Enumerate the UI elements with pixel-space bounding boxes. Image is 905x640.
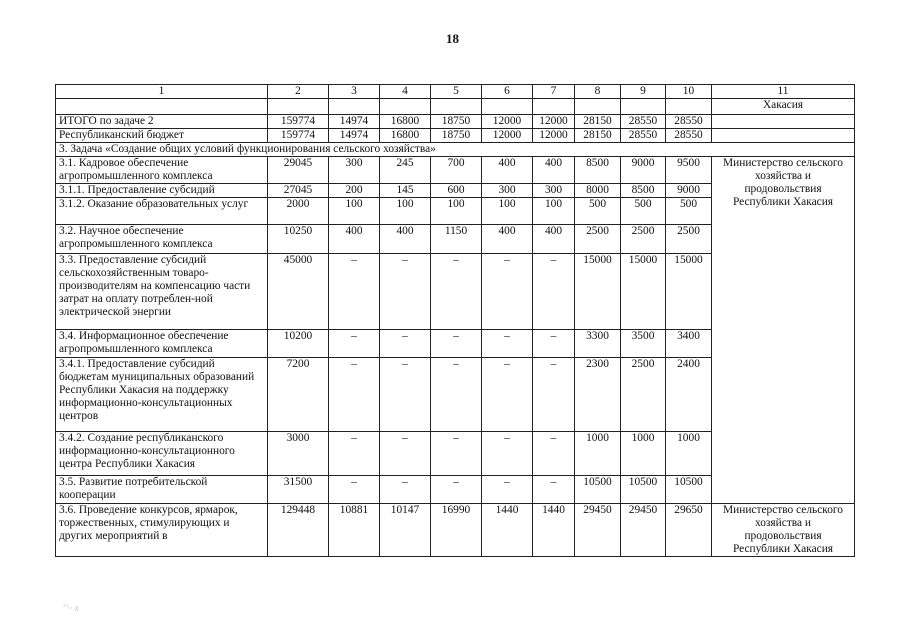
row-label: 3.4.1. Предоставление субсидий бюджетам муниципальных образований Республики Хакасия на поддержку информационно-консультационных центров xyxy=(56,358,268,432)
value-cell: 28550 xyxy=(621,115,666,129)
value-cell: 3000 xyxy=(268,432,329,476)
value-cell: – xyxy=(431,476,482,504)
value-cell: 2500 xyxy=(666,225,712,254)
value-cell: 7200 xyxy=(268,358,329,432)
header-cell: 1 xyxy=(56,85,268,99)
value-cell: 29450 xyxy=(621,504,666,557)
value-cell: 27045 xyxy=(268,184,329,198)
value-cell: 15000 xyxy=(575,254,621,330)
value-cell: – xyxy=(482,432,533,476)
value-cell: 29045 xyxy=(268,157,329,184)
value-cell: 500 xyxy=(575,198,621,225)
row-label: 3.1. Кадровое обеспечение агропромышленного комплекса xyxy=(56,157,268,184)
header-cell: 5 xyxy=(431,85,482,99)
value-cell: 100 xyxy=(329,198,380,225)
value-cell: – xyxy=(380,330,431,358)
value-cell: 16800 xyxy=(380,115,431,129)
table-row xyxy=(56,157,855,184)
value-cell: 300 xyxy=(329,157,380,184)
value-cell: – xyxy=(431,254,482,330)
table-row xyxy=(56,504,855,557)
value-cell: 300 xyxy=(533,184,575,198)
value-cell: – xyxy=(380,432,431,476)
value-cell: 12000 xyxy=(482,115,533,129)
row-label: 3.2. Научное обеспечение агропромышленного комплекса xyxy=(56,225,268,254)
value-cell: 2400 xyxy=(666,358,712,432)
value-cell: 8500 xyxy=(575,157,621,184)
value-cell: – xyxy=(431,330,482,358)
row-label: 3.1.1. Предоставление субсидий xyxy=(56,184,268,198)
header-cell: 11 xyxy=(712,85,855,99)
value-cell: 16800 xyxy=(380,129,431,143)
value-cell: – xyxy=(329,330,380,358)
value-cell: 500 xyxy=(621,198,666,225)
value-cell: 100 xyxy=(533,198,575,225)
value-cell: 29450 xyxy=(575,504,621,557)
value-cell: – xyxy=(431,432,482,476)
ministry-cell xyxy=(712,157,855,504)
value-cell: 15000 xyxy=(621,254,666,330)
value-cell: – xyxy=(533,476,575,504)
value-cell: – xyxy=(329,358,380,432)
ministry-name: Министерство сельского хозяйства и продовольствия Республики Хакасия xyxy=(723,157,843,208)
value-cell: 159774 xyxy=(268,115,329,129)
value-cell: 300 xyxy=(482,184,533,198)
value-cell: – xyxy=(329,254,380,330)
value-cell: 100 xyxy=(482,198,533,225)
value-cell: 18750 xyxy=(431,129,482,143)
value-cell: 9000 xyxy=(621,157,666,184)
value-cell: 10500 xyxy=(575,476,621,504)
value-cell: 10147 xyxy=(380,504,431,557)
value-cell: 10881 xyxy=(329,504,380,557)
value-cell: 10200 xyxy=(268,330,329,358)
row-label: 3.1.2. Оказание образовательных услуг xyxy=(56,198,268,225)
value-cell: 18750 xyxy=(431,115,482,129)
row-label: 3.5. Развитие потребительской кооперации xyxy=(56,476,268,504)
value-cell: 12000 xyxy=(482,129,533,143)
value-cell: 159774 xyxy=(268,129,329,143)
value-cell: 2300 xyxy=(575,358,621,432)
value-cell: 600 xyxy=(431,184,482,198)
header-row xyxy=(56,85,855,99)
continuation-row xyxy=(56,99,855,115)
value-cell: 28550 xyxy=(621,129,666,143)
value-cell: 2500 xyxy=(621,358,666,432)
value-cell: 8000 xyxy=(575,184,621,198)
value-cell: – xyxy=(533,358,575,432)
value-cell: 100 xyxy=(431,198,482,225)
value-cell: 12000 xyxy=(533,115,575,129)
budget-row xyxy=(56,129,855,143)
value-cell: 28150 xyxy=(575,129,621,143)
value-cell: 29650 xyxy=(666,504,712,557)
value-cell: 10500 xyxy=(666,476,712,504)
value-cell: 200 xyxy=(329,184,380,198)
value-cell: 15000 xyxy=(666,254,712,330)
value-cell: 28550 xyxy=(666,129,712,143)
value-cell: 14974 xyxy=(329,115,380,129)
value-cell: – xyxy=(482,476,533,504)
value-cell: – xyxy=(329,432,380,476)
value-cell: 1000 xyxy=(621,432,666,476)
header-cell: 10 xyxy=(666,85,712,99)
value-cell: 10250 xyxy=(268,225,329,254)
value-cell: 3300 xyxy=(575,330,621,358)
value-cell: – xyxy=(533,330,575,358)
region-cell: Хакасия xyxy=(712,99,855,115)
header-cell: 4 xyxy=(380,85,431,99)
value-cell: – xyxy=(482,358,533,432)
value-cell: 45000 xyxy=(268,254,329,330)
value-cell: 3500 xyxy=(621,330,666,358)
value-cell: 9000 xyxy=(666,184,712,198)
total-row xyxy=(56,115,855,129)
value-cell: 3400 xyxy=(666,330,712,358)
value-cell: 700 xyxy=(431,157,482,184)
value-cell: 245 xyxy=(380,157,431,184)
header-cell: 2 xyxy=(268,85,329,99)
row-label: ИТОГО по задаче 2 xyxy=(56,115,268,129)
value-cell: 2500 xyxy=(621,225,666,254)
value-cell: 1000 xyxy=(666,432,712,476)
task-title: 3. Задача «Создание общих условий функционирования сельского хозяйства» xyxy=(56,143,855,157)
value-cell: 145 xyxy=(380,184,431,198)
value-cell: 400 xyxy=(329,225,380,254)
value-cell: 9500 xyxy=(666,157,712,184)
header-cell: 7 xyxy=(533,85,575,99)
value-cell: 2500 xyxy=(575,225,621,254)
value-cell: 28150 xyxy=(575,115,621,129)
value-cell: 1150 xyxy=(431,225,482,254)
ministry-name: Министерство сельского хозяйства и продовольствия Республики Хакасия xyxy=(723,504,843,555)
value-cell: 400 xyxy=(533,157,575,184)
value-cell: 14974 xyxy=(329,129,380,143)
value-cell: 12000 xyxy=(533,129,575,143)
value-cell: 31500 xyxy=(268,476,329,504)
value-cell: 2000 xyxy=(268,198,329,225)
value-cell: – xyxy=(482,254,533,330)
row-label: 3.4. Информационное обеспечение агропромышленного комплекса xyxy=(56,330,268,358)
value-cell: 400 xyxy=(533,225,575,254)
program-table xyxy=(55,84,855,557)
value-cell: – xyxy=(431,358,482,432)
value-cell: 500 xyxy=(666,198,712,225)
header-cell: 8 xyxy=(575,85,621,99)
header-cell: 9 xyxy=(621,85,666,99)
value-cell: – xyxy=(380,358,431,432)
value-cell: 129448 xyxy=(268,504,329,557)
ministry-cell xyxy=(712,504,855,557)
row-label: Республиканский бюджет xyxy=(56,129,268,143)
value-cell: 400 xyxy=(380,225,431,254)
row-label: 3.3. Предоставление субсидий сельскохозяйственным товаро-производителям на компенсацию части затрат на оплату потреблен-ной электрической энергии xyxy=(56,254,268,330)
value-cell: 400 xyxy=(482,157,533,184)
value-cell: – xyxy=(533,432,575,476)
value-cell: 1440 xyxy=(482,504,533,557)
task-title-row xyxy=(56,143,855,157)
value-cell: 8500 xyxy=(621,184,666,198)
value-cell: 28550 xyxy=(666,115,712,129)
page-number: 18 xyxy=(446,31,459,46)
value-cell: 100 xyxy=(380,198,431,225)
row-label: 3.6. Проведение конкурсов, ярмарок, торжественных, стимулирующих и других мероприятий в xyxy=(56,504,268,557)
value-cell: 16990 xyxy=(431,504,482,557)
value-cell: 400 xyxy=(482,225,533,254)
value-cell: 1000 xyxy=(575,432,621,476)
handwritten-mark: ʼʼ·· x xyxy=(62,603,79,613)
value-cell: 1440 xyxy=(533,504,575,557)
value-cell: 10500 xyxy=(621,476,666,504)
header-cell: 3 xyxy=(329,85,380,99)
header-cell: 6 xyxy=(482,85,533,99)
value-cell: – xyxy=(482,330,533,358)
value-cell: – xyxy=(380,476,431,504)
value-cell: – xyxy=(533,254,575,330)
value-cell: – xyxy=(329,476,380,504)
row-label: 3.4.2. Создание республиканского информационно-консультационного центра Республики Хакасия xyxy=(56,432,268,476)
value-cell: – xyxy=(380,254,431,330)
